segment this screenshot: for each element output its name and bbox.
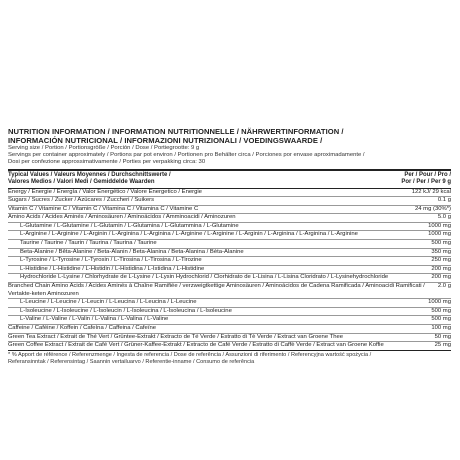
- nutrient-name: Vitamin C / Vitamine C / Vitamin C / Vitamina C / Vitamina C / Vitamine C: [8, 205, 199, 212]
- nutrient-row: [8, 299, 451, 308]
- nutrient-row: [8, 283, 451, 299]
- nutrient-value: 0.1 g: [437, 197, 451, 204]
- nutrient-name: Beta-Alanine / Bêta-Alanine / Beta-Alanin / Beta-Alanina / Beta-Alanina / Bèta-Alanine: [20, 248, 244, 255]
- nutrient-name: L-Valine / L-Valine / L-Valin / L-Valina / L-Valina / L-Valine: [20, 316, 169, 323]
- nutrient-name: Amino Acids / Acides Aminés / Aminosäuren / Aminoácidos / Amminoacidi / Aminozuren: [8, 214, 236, 221]
- nutrient-row: [8, 197, 451, 206]
- divider-thick: [8, 169, 451, 172]
- nutrient-value: 100 mg: [431, 325, 451, 332]
- nutrient-row: [8, 257, 451, 266]
- nutrient-value: 1000 mg: [428, 231, 451, 238]
- nutrient-value: 500 mg: [431, 307, 451, 314]
- nutrient-row: [8, 342, 451, 350]
- table-header: [8, 172, 451, 187]
- nutrient-value: 350 mg: [431, 248, 451, 255]
- nutrient-name: Green Coffee Extract / Extrait de Café Vert / Grüner-Kaffee-Extrakt / Extracto de Café Verde / Estratto di Caffè Verde / Extract van Groene Koffie: [8, 342, 384, 349]
- nutrient-name: L-Glutamine / L-Glutamine / L-Glutamin / L-Glutamina / L-Glutammina / L-Glutamine: [20, 222, 239, 229]
- nutrient-row: [8, 214, 451, 223]
- servings-per-container-cont: Dosi per confezione approssimativamente / Porties per verpakking circa: 30: [8, 159, 206, 166]
- header-right-line-2: Por / Per / Per 9 g: [401, 179, 451, 186]
- nutrient-name: L-Histidine / L-Histidine / L-Histidin / L-Histidina / L-Istidina / L-Histidine: [20, 265, 205, 272]
- nutrient-row: [8, 316, 451, 325]
- nutrient-name: Green Tea Extract / Extrait de Thé Vert / Grüntee-Extrakt / Extracto de Té Verde / Estratto di Tè Verde / Extract van Groene Thee: [8, 333, 344, 340]
- nutrient-name: Hydrochloride L-Lysine / Chlorhydrate de L-Lysine / L-Lysin Hydrochlorid / Clorhidrato de L-Lisina / L-Lisina Cloridrato / L-Lysinehydrochloride: [20, 274, 389, 281]
- nutrient-row: [8, 240, 451, 249]
- servings-per-container: Servings per container approximately / Portions par pot environ / Portionen pro Behälter circa / Porciones por envase aproximadamente /: [8, 152, 365, 159]
- nutrient-row: [8, 231, 451, 240]
- nutrient-name: L-Tyrosine / L-Tyrosine / L-Tyrosin / L-Tirosina / L-Tirosina / L-Tirozine: [20, 257, 202, 264]
- nutrient-row: [8, 274, 451, 283]
- nutrient-name: Sugars / Sucres / Zucker / Azúcares / Zuccheri / Suikers: [8, 197, 155, 204]
- nutrient-name: Taurine / Taurine / Taurin / Taurina / Taurina / Taurine: [20, 240, 157, 247]
- nutrient-row: [8, 206, 451, 215]
- nutrient-name: Energy / Energie / Energía / Valor Energético / Valore Energetico / Energie: [8, 188, 202, 195]
- header-right-line-1: Per / Pour / Pro /: [404, 172, 451, 179]
- nutrient-value: 24 mg (30%*): [414, 205, 451, 212]
- footnote-line-1: * % Apport de référence / Referenzmenge / Ingesta de referencia / Dose de referência / Assunzioni di riferimento / Referencyjna wartość spożycia /: [8, 351, 372, 358]
- nutrient-row: [8, 308, 451, 317]
- nutrient-name: Branched Chain Amino Acids / Acides Aminés à Chaîne Ramifiée / verzweigtkettige Aminosäuren / Aminoácidos de Cadena Ramificada / Aminoacidi Ramificati / Vertakte-keten Aminozuren: [8, 283, 425, 297]
- nutrient-value: 1000 mg: [428, 299, 451, 306]
- nutrient-name: L-Isoleucine / L-Isoleucine / L-Isoleucin / L-Isoleucina / L-Isoleucina / L-Isoleucine: [20, 307, 232, 314]
- nutrient-value: 250 mg: [431, 257, 451, 264]
- serving-size: Serving size / Portion / Portionsgröße / Porción / Dose / Portiegrootte: 9 g: [8, 145, 200, 151]
- nutrient-value: 1000 mg: [428, 222, 451, 229]
- title-line-2: INFORMACIÓN NUTRICIONAL / INFORMAZIONI NUTRIZIONALI / VOEDINGSWAARDE /: [8, 136, 323, 145]
- nutrient-rows: [8, 189, 451, 350]
- nutrient-value: 122 kJ/ 29 kcal: [411, 188, 451, 195]
- nutrient-row: [8, 334, 451, 343]
- nutrient-value: 200 mg: [431, 274, 451, 281]
- nutrient-value: 2.0 g: [437, 283, 451, 290]
- nutrient-row: [8, 189, 451, 198]
- nutrient-row: [8, 266, 451, 275]
- nutrient-value: 50 mg: [434, 333, 451, 340]
- nutrient-name: L-Arginine / L-Arginine / L-Arginin / L-Arginina / L-Arginina / L-Arginine / L-Arginine / L-Arginin / L-Arginina / L-Arginina / L-Arginine: [20, 231, 358, 238]
- nutrient-name: Caffeine / Caféine / Koffein / Cafeína / Caffeina / Cafeïne: [8, 325, 157, 332]
- header-left-line-2: Valores Medios / Valori Medi / Gemiddelde Waarden: [8, 179, 155, 186]
- nutrient-value: 500 mg: [431, 240, 451, 247]
- nutrient-value: 200 mg: [431, 265, 451, 272]
- nutrient-value: 500 mg: [431, 316, 451, 323]
- nutrient-name: L-Leucine / L-Leucine / L-Leucin / L-Leucina / L-Leucina / L-Leucine: [20, 299, 197, 306]
- nutrient-value: 25 mg: [434, 342, 451, 349]
- nutrient-value: 5.0 g: [437, 214, 451, 221]
- nutrition-label: [8, 127, 451, 366]
- nutrient-row: [8, 223, 451, 232]
- footnote-line-2: Referansinntak / Referensintag / Saannin vertailuarvo / Referentie-inname / Consumo de referência: [8, 358, 255, 365]
- title-line-1: NUTRITION INFORMATION / INFORMATION NUTRITIONNELLE / NÄHRWERTINFORMATION /: [8, 127, 344, 136]
- footnote: [8, 350, 451, 366]
- nutrient-row: [8, 325, 451, 334]
- header-left-line-1: Typical Values / Valeurs Moyennes / Durchschnittswerte /: [8, 172, 171, 179]
- nutrient-row: [8, 249, 451, 258]
